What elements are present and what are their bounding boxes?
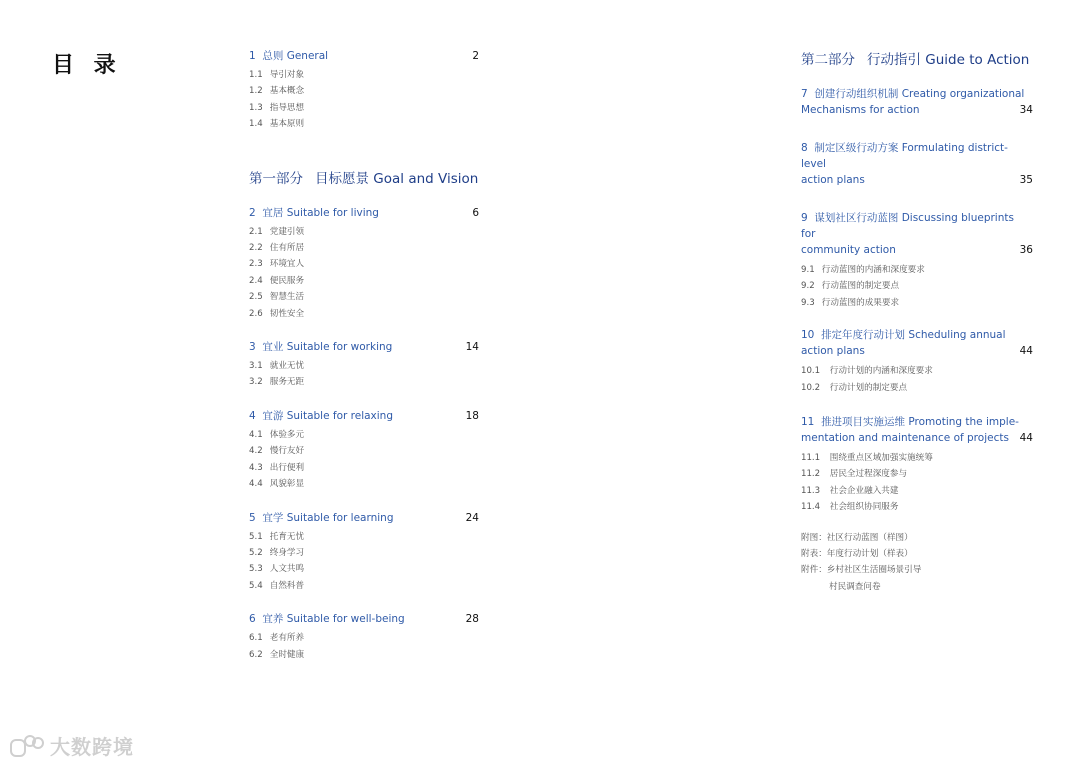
appendix-item[interactable]: 村民调查问卷 — [829, 581, 881, 592]
watermark-logo-icon — [10, 735, 44, 757]
toc-subsection[interactable]: 2.6 韧性安全 — [249, 308, 305, 319]
toc-subsection[interactable]: 2.1 党建引领 — [249, 226, 305, 237]
chapter-heading-line1[interactable]: 11 推进项目实施运维 Promoting the imple- — [801, 416, 1019, 429]
part-one-heading: 第一部分 目标愿景 Goal and Vision — [249, 170, 479, 187]
chapter-heading-line1[interactable]: 10 排定年度行动计划 Scheduling annual — [801, 329, 1006, 342]
part-two-heading: 第二部分 行动指引 Guide to Action — [801, 52, 1030, 68]
chapter-heading[interactable]: 3 宜业 Suitable for working 14 — [249, 341, 479, 354]
toc-subsection[interactable]: 1.3 指导思想 — [249, 102, 305, 113]
toc-chapter-7 — [801, 86, 1033, 118]
toc-subsection[interactable]: 3.1 就业无忧 — [249, 361, 305, 372]
toc-subsection[interactable]: 2.5 智慧生活 — [249, 292, 305, 303]
chapter-heading-line2[interactable]: action plans 35 — [801, 174, 1033, 186]
chapter-heading-line1[interactable]: 7 创建行动组织机制 Creating organizational — [801, 88, 1025, 100]
chapter-heading-line1[interactable]: 9 谋划社区行动蓝图 Discussing blueprints for — [801, 212, 1014, 240]
toc-subsection[interactable]: 5.1 托育无忧 — [249, 531, 305, 542]
toc-subsection[interactable]: 11.3 社会企业融入共建 — [801, 485, 899, 496]
toc-subsection[interactable]: 5.4 自然科普 — [249, 580, 305, 591]
toc-subsection[interactable]: 4.2 慢行友好 — [249, 446, 305, 457]
toc-chapter-8 — [801, 140, 1033, 188]
chapter-heading-line2[interactable]: community action 36 — [801, 244, 1033, 256]
toc-subsection[interactable]: 2.2 住有所居 — [249, 243, 305, 254]
toc-subsection[interactable]: 9.3 行动蓝图的成果要求 — [801, 297, 900, 308]
toc-subsection[interactable]: 9.1 行动蓝图的内涵和深度要求 — [801, 265, 925, 275]
appendix-item[interactable]: 附件：乡村社区生活圈场景引导 — [801, 565, 922, 576]
toc-subsection[interactable]: 4.1 体验多元 — [249, 429, 305, 440]
chapter-heading[interactable]: 2 宜居 Suitable for living 6 — [249, 206, 479, 219]
chapter-heading-line2[interactable]: mentation and maintenance of projects 44 — [801, 432, 1033, 445]
appendix-item[interactable]: 附表：年度行动计划（样表） — [801, 549, 913, 560]
toc-chapter-1 — [249, 48, 479, 133]
chapter-heading[interactable] — [249, 48, 479, 64]
toc-chapter-11 — [801, 414, 1033, 516]
toc-subsection[interactable]: 11.2 居民全过程深度参与 — [801, 469, 908, 480]
toc-subsection[interactable]: 11.1 围绕重点区域加强实施统筹 — [801, 453, 933, 464]
chapter-heading-line1[interactable]: 8 制定区级行动方案 Formulating district-level — [801, 142, 1008, 170]
toc-subsection[interactable]: 3.2 服务无距 — [249, 377, 305, 388]
chapter-heading[interactable]: 6 宜养 Suitable for well-being 28 — [249, 613, 479, 626]
chapter-heading-line2[interactable]: Mechanisms for action 34 — [801, 104, 1033, 116]
toc-subsection[interactable]: 10.2 行动计划的制定要点 — [801, 382, 908, 393]
toc-subsection[interactable]: 4.3 出行便利 — [249, 462, 305, 473]
watermark — [10, 731, 134, 760]
toc-subsection[interactable]: 5.3 人文共鸣 — [249, 564, 305, 575]
toc-chapter-2 — [249, 205, 479, 322]
toc-subsection[interactable]: 1.2 基本概念 — [249, 86, 305, 97]
toc-chapter-9 — [801, 210, 1033, 311]
toc-chapter-10 — [801, 327, 1033, 396]
toc-chapter-4 — [249, 408, 479, 493]
toc-subsection[interactable]: 2.4 便民服务 — [249, 275, 305, 286]
toc-subsection[interactable]: 9.2 行动蓝图的制定要点 — [801, 281, 900, 292]
toc-chapter-3 — [249, 339, 479, 391]
chapter-page-number: 2 — [472, 50, 479, 62]
chapter-number: 1 — [249, 50, 256, 62]
appendix-item[interactable]: 附图：社区行动蓝图（样图） — [801, 532, 913, 543]
toc-left-column — [249, 48, 479, 663]
chapter-heading[interactable]: 5 宜学 Suitable for learning 24 — [249, 511, 479, 524]
toc-subsection[interactable]: 4.4 风貌彰显 — [249, 479, 305, 490]
chapter-title: 总则 General — [262, 50, 329, 62]
chapter-heading[interactable]: 4 宜游 Suitable for relaxing 18 — [249, 409, 479, 422]
toc-chapter-6 — [249, 611, 479, 663]
toc-subsection[interactable]: 6.1 老有所养 — [249, 633, 305, 644]
toc-subsection[interactable]: 1.4 基本原则 — [249, 119, 305, 130]
chapter-heading-line2[interactable]: action plans 44 — [801, 345, 1033, 358]
toc-subsection[interactable]: 11.4 社会组织协同服务 — [801, 502, 899, 513]
toc-subsection[interactable]: 2.3 环境宜人 — [249, 259, 305, 270]
toc-subsection[interactable]: 6.2 全时健康 — [249, 649, 305, 660]
toc-subsection[interactable]: 10.1 行动计划的内涵和深度要求 — [801, 366, 933, 377]
toc-chapter-5 — [249, 510, 479, 595]
watermark-text: 大数跨境 — [50, 735, 134, 759]
toc-subsection[interactable]: 1.1 导引对象 — [249, 70, 305, 80]
toc-subsection[interactable]: 5.2 终身学习 — [249, 547, 305, 558]
toc-right-column — [801, 48, 1033, 595]
page-title: 目 录 — [52, 53, 122, 78]
appendix-list — [801, 530, 1033, 596]
